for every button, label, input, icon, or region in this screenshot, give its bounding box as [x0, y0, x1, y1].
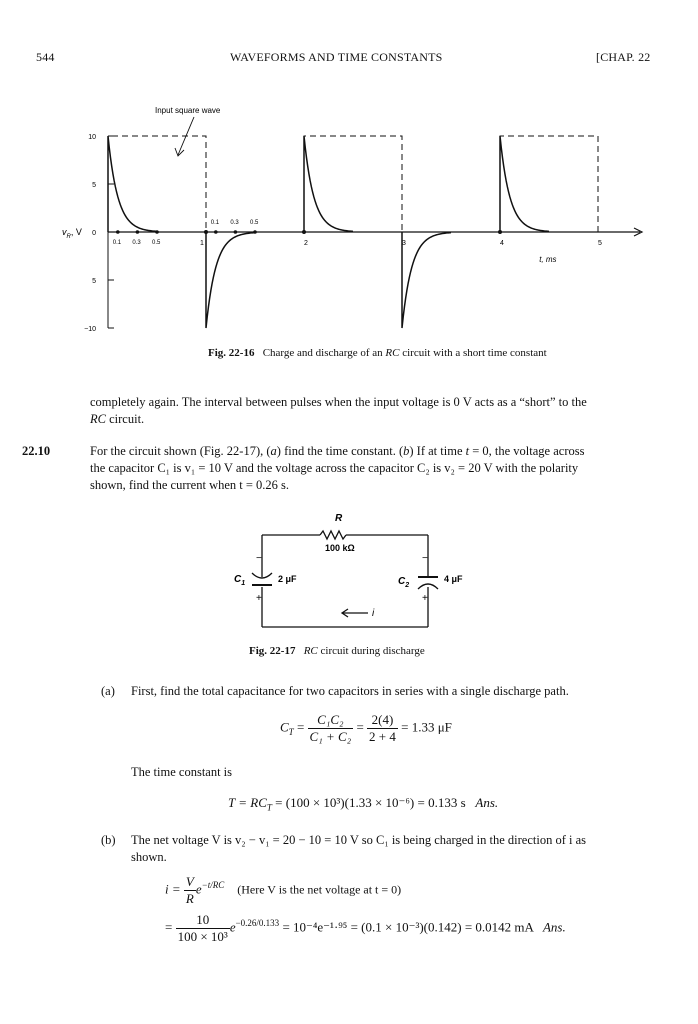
- v-over-r: [184, 874, 196, 907]
- x-tick-label: 1: [200, 240, 204, 247]
- decay-dot: [136, 230, 140, 234]
- c2-value: 4 μF: [444, 574, 463, 584]
- para1-rc: RC: [90, 412, 106, 426]
- part-a-text: First, find the total capacitance for two capacitors in series with a single discharge path.: [131, 684, 569, 698]
- exp-sup-2: −0.26/0.133: [235, 918, 280, 929]
- eq2-num: 10: [176, 912, 230, 929]
- decay-mark-2-label: 0.3: [230, 220, 239, 226]
- fig-22-16-caption: [208, 347, 547, 359]
- i-lhs: i =: [165, 881, 181, 897]
- decay-dot: [214, 230, 218, 234]
- ct-num2: 2(4): [367, 712, 398, 729]
- decay-dot: [234, 230, 238, 234]
- part-b-line1: The net voltage V is v₂ − v₁ = 20 − 10 = 10 V so C₁ is being charged in the direction of i as: [131, 833, 586, 847]
- decay-mark-1-label: 0.5: [152, 240, 161, 246]
- y-tick-label: 5: [92, 182, 96, 189]
- chapter-label: [CHAP. 22: [596, 50, 651, 64]
- eq2-fraction: [176, 912, 230, 945]
- tc-ans: Ans.: [475, 795, 499, 810]
- problem-text-c: ) find the time constant. (: [276, 444, 404, 458]
- exp-sup-1: −t/RC: [201, 880, 225, 891]
- fig-22-16-caption-text: Charge and discharge of an: [262, 347, 386, 359]
- paragraph-continuation: [90, 394, 650, 428]
- part-b-text: [131, 832, 651, 866]
- fig-22-17-caption-label: Fig. 22-17: [249, 645, 296, 657]
- vr-spike-5: [500, 136, 549, 232]
- exp-base-1: e: [195, 881, 202, 897]
- part-b-label: (b): [101, 833, 116, 847]
- vr-spike-2: [206, 232, 255, 328]
- ct-symbol: C: [280, 719, 289, 735]
- fig-22-16-chart: [0, 95, 698, 345]
- ct-den: C₁ + C₂: [309, 729, 352, 744]
- running-title: WAVEFORMS AND TIME CONSTANTS: [230, 50, 443, 64]
- para1-line: completely again. The interval between pulses when the input voltage is 0 V acts as a “short” to the: [90, 395, 587, 409]
- x-tick-label: 4: [500, 240, 504, 247]
- ct-sub: T: [288, 727, 294, 738]
- v-num: V: [185, 874, 194, 889]
- fig-22-17-caption: [249, 645, 425, 657]
- y-tick-label: −10: [84, 326, 96, 333]
- c2-plus: +: [422, 593, 428, 604]
- problem-line-2: the capacitor C₁ is v₁ = 10 V and the voltage across the capacitor C₂ is v₂ = 20 V with the polarity: [90, 461, 579, 475]
- r-value: 100 kΩ: [325, 543, 355, 553]
- problem-line-3: shown, find the current when t = 0.26 s.: [90, 478, 290, 492]
- fig-22-16-caption-tail: circuit with a short time constant: [399, 347, 547, 359]
- x-axis-label: t, ms: [539, 255, 557, 264]
- decay-mark-1-label: 0.3: [132, 240, 141, 246]
- tc-eq: T = RC: [228, 795, 267, 810]
- c2-minus: −: [422, 553, 428, 564]
- marker-dot: [498, 230, 502, 234]
- time-constant-equation: [228, 795, 498, 813]
- c1-letter: C: [234, 574, 242, 585]
- ct-fraction-2: [367, 712, 398, 745]
- capacitance-equation: $C_T$ = $\frac{\text{C₁C₂}}{\text{C₁ + C₂}}$ = $\frac{2(4)}{2 + 4}$ = 1.33 μF: [280, 712, 452, 744]
- c1-sub: 1: [241, 580, 246, 587]
- current-equation-1: [165, 874, 401, 907]
- y-tick-label: 0: [92, 230, 96, 237]
- problem-text-b: a: [270, 444, 277, 458]
- input-label-pointer: [178, 117, 194, 155]
- r-label: R: [335, 513, 343, 524]
- c2-sub: 2: [405, 582, 410, 589]
- eq2-den: 100 × 10³: [177, 929, 228, 944]
- marker-dot: [204, 230, 208, 234]
- decay-mark-2-label: 0.1: [210, 220, 220, 226]
- y-tick-label: 5: [92, 278, 96, 285]
- c2-letter: C: [398, 576, 406, 587]
- input-square-wave: [108, 136, 598, 232]
- fig-22-17-caption-text: circuit during discharge: [317, 645, 425, 657]
- vr-spike-4: [402, 232, 451, 328]
- problem-statement: [90, 443, 655, 494]
- marker-dot: [302, 230, 306, 234]
- problem-text-g: = 0, the voltage across: [469, 444, 585, 458]
- ct-den2: 2 + 4: [369, 729, 396, 744]
- x-tick-label: 2: [304, 240, 308, 247]
- current-label: i: [372, 608, 375, 619]
- fig-22-16-caption-label: Fig. 22-16: [208, 347, 255, 359]
- ct-result: = 1.33 μF: [401, 719, 452, 735]
- page-number: 544: [36, 50, 55, 64]
- vr-spike-1: [108, 136, 157, 232]
- current-arrow: [342, 609, 368, 617]
- r-den: R: [185, 891, 194, 906]
- para1-line2: circuit.: [109, 412, 145, 426]
- resistor-zigzag: [320, 531, 346, 539]
- x-tick-label: 5: [598, 240, 602, 247]
- problem-text-f: t: [465, 444, 470, 458]
- input-square-wave-label: Input square wave: [155, 106, 221, 115]
- fig-22-17-circuit: [220, 505, 470, 640]
- current-equation-2: [165, 912, 566, 945]
- decay-mark-1-label: 0.1: [112, 240, 122, 246]
- part-b-line2: shown.: [131, 850, 167, 864]
- ct-num: C₁C₂: [308, 712, 354, 729]
- eq2-equals: =: [165, 919, 173, 935]
- c1-label: [234, 574, 245, 587]
- part-a-label: (a): [101, 684, 115, 698]
- c1-plus: +: [256, 593, 262, 604]
- c2-label: [398, 576, 409, 589]
- exp-base-2: e: [229, 919, 236, 935]
- tc-eq-rest: = (100 × 10³)(1.33 × 10⁻⁶) = 0.133 s: [271, 795, 466, 810]
- c1-value: 2 μF: [278, 574, 297, 584]
- problem-text-d: b: [403, 444, 410, 458]
- decay-mark-2-label: 0.5: [250, 220, 259, 226]
- eq2-rest: = 10⁻⁴e⁻¹·⁹⁵ = (0.1 × 10⁻³)(0.142) = 0.0142 mA: [279, 919, 534, 935]
- vr-spike-3: [304, 136, 353, 232]
- c1-minus: −: [256, 553, 262, 564]
- eq2-ans: Ans.: [542, 919, 566, 935]
- problem-number: 22.10: [22, 444, 51, 458]
- problem-text-a: For the circuit shown (Fig. 22-17), (: [90, 444, 271, 458]
- decay-dot: [253, 230, 257, 234]
- y-tick-label: 10: [88, 134, 96, 141]
- tc-eq-sub: T: [266, 802, 272, 813]
- x-tick-label: 3: [402, 240, 406, 247]
- problem-text-e: ) If at time: [409, 444, 466, 458]
- fig-22-16-caption-rc: RC: [385, 347, 400, 359]
- net-voltage-note: (Here V is the net voltage at t = 0): [237, 882, 402, 897]
- ct-fraction: [308, 712, 354, 745]
- tc-intro: The time constant is: [131, 765, 233, 779]
- fig-22-17-caption-rc: RC: [303, 645, 318, 657]
- decay-dot: [116, 230, 120, 234]
- y-axis-label: $v_R$, V: [62, 227, 82, 240]
- decay-dot: [155, 230, 159, 234]
